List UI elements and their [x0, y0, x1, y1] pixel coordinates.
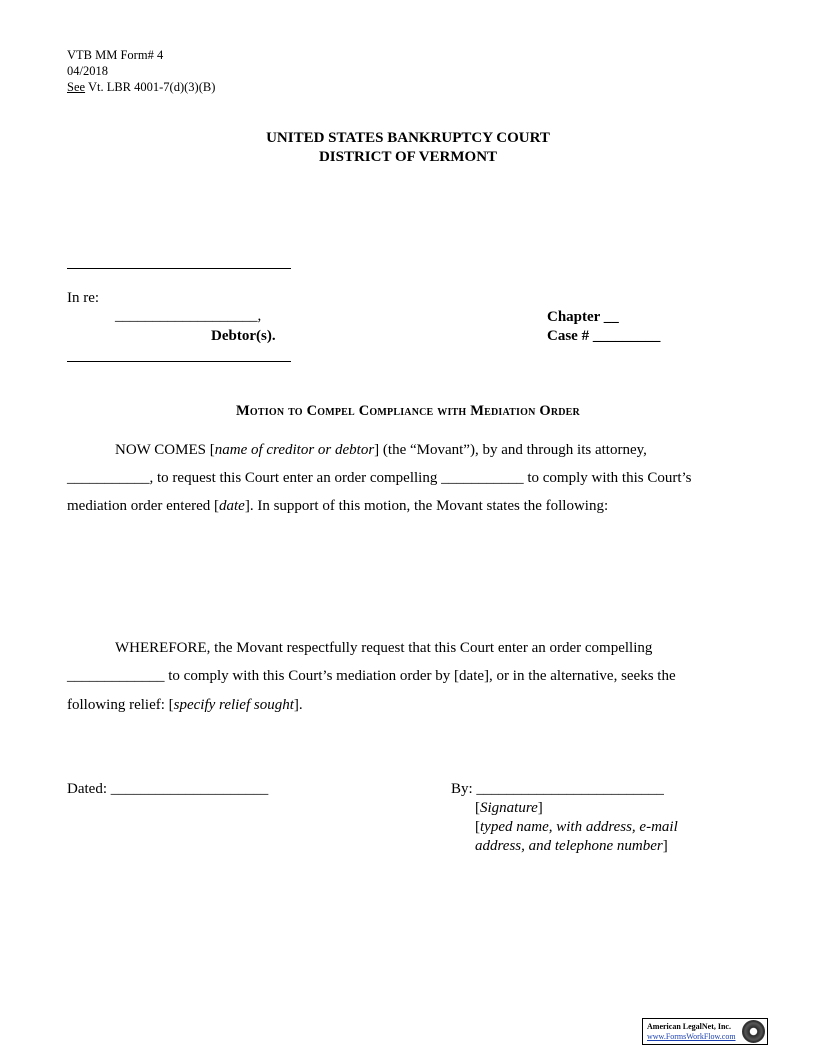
- court-name: UNITED STATES BANKRUPTCY COURT: [266, 130, 550, 146]
- p2-line1: WHEREFORE, the Movant respectfully request that this Court enter an order compelling: [115, 640, 653, 656]
- p2-line3: following relief: [specify relief sought].: [67, 697, 303, 713]
- motion-title: Motion to Compel Compliance with Mediation Order: [236, 403, 580, 419]
- in-re-label: In re:: [67, 290, 100, 306]
- legalnet-logo[interactable]: [642, 1018, 768, 1045]
- p2-line2: _____________ to comply with this Court’s mediation order by [date], or in the alternative, seeks the: [67, 668, 676, 684]
- typed-name-line2: address, and telephone number]: [475, 838, 668, 854]
- court-district: DISTRICT OF VERMONT: [318, 149, 498, 165]
- typed-name-line1: [typed name, with address, e-mail: [475, 819, 678, 835]
- p1-line2: ___________, to request this Court enter an order compelling ___________ to comply with this Court’s: [67, 470, 692, 486]
- caption-top-rule: [67, 268, 291, 269]
- see-word: See: [67, 80, 86, 94]
- dated-line: Dated: _____________________: [67, 781, 269, 797]
- rule-reference: [67, 79, 215, 95]
- chapter-label: Chapter __: [547, 309, 619, 325]
- signature-placeholder: [Signature]: [475, 800, 543, 816]
- form-date: 04/2018: [67, 64, 108, 78]
- seal-icon: [742, 1020, 765, 1043]
- case-number-label: Case # _________: [547, 328, 661, 344]
- debtor-label: Debtor(s).: [211, 328, 276, 344]
- caption-bottom-rule: [67, 361, 291, 362]
- by-line: By: _________________________: [451, 781, 664, 797]
- logo-website-link[interactable]: www.FormsWorkFlow.com: [647, 1032, 736, 1041]
- form-id: VTB MM Form# 4: [67, 48, 164, 62]
- debtor-blank: ___________________,: [115, 308, 262, 324]
- see-ref: Vt. LBR 4001-7(d)(3)(B): [85, 80, 216, 94]
- logo-company: American LegalNet, Inc.: [647, 1022, 731, 1031]
- p1-line1: NOW COMES [name of creditor or debtor] (the “Movant”), by and through its attorney,: [115, 442, 647, 458]
- p1-line3: mediation order entered [date]. In support of this motion, the Movant states the following:: [67, 498, 609, 514]
